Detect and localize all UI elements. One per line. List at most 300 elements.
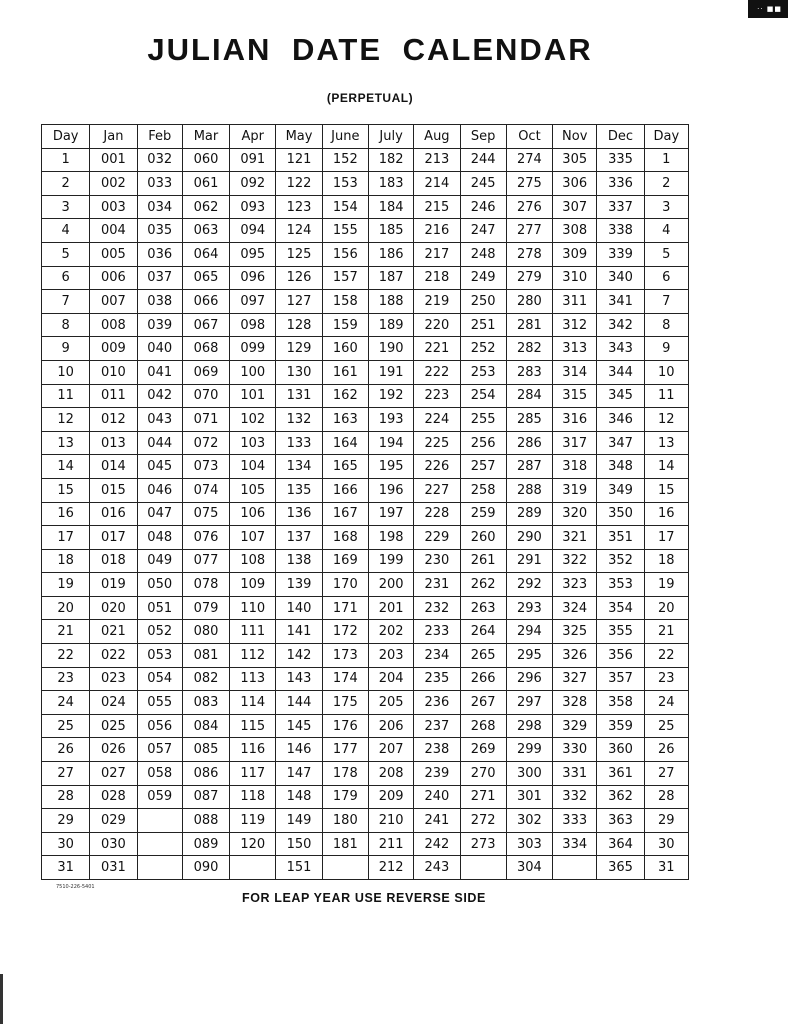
julian-date-cell: 282 [506,337,552,361]
day-cell: 16 [644,502,688,526]
julian-date-cell: 277 [506,219,552,243]
julian-date-cell: 028 [90,785,137,809]
julian-date-cell: 127 [276,290,322,314]
julian-date-cell: 166 [322,478,368,502]
julian-date-cell: 289 [506,502,552,526]
julian-date-cell: 301 [506,785,552,809]
julian-date-cell: 102 [230,408,276,432]
julian-date-cell: 063 [182,219,229,243]
julian-date-cell: 060 [182,148,229,172]
julian-date-cell: 081 [182,644,229,668]
julian-date-cell: 084 [182,714,229,738]
day-cell: 30 [644,832,688,856]
julian-date-cell: 264 [460,620,506,644]
julian-date-cell: 353 [597,573,644,597]
julian-date-cell: 318 [553,455,597,479]
column-header: July [368,125,413,149]
table-row [42,384,689,408]
table-row [42,691,689,715]
julian-date-cell: 195 [368,455,413,479]
julian-date-cell: 158 [322,290,368,314]
julian-date-cell: 049 [137,549,182,573]
julian-date-cell: 095 [230,242,276,266]
julian-date-cell: 230 [414,549,460,573]
julian-date-cell: 054 [137,667,182,691]
julian-date-cell: 260 [460,526,506,550]
table-row [42,856,689,880]
column-header: Day [42,125,90,149]
julian-date-cell: 326 [553,644,597,668]
julian-date-cell: 121 [276,148,322,172]
julian-date-cell: 173 [322,644,368,668]
julian-date-cell: 003 [90,195,137,219]
julian-date-cell: 328 [553,691,597,715]
julian-date-cell: 109 [230,573,276,597]
julian-date-cell: 209 [368,785,413,809]
julian-date-cell: 066 [182,290,229,314]
julian-date-cell: 292 [506,573,552,597]
julian-date-cell: 144 [276,691,322,715]
table-row [42,620,689,644]
julian-date-cell: 181 [322,832,368,856]
julian-date-cell: 319 [553,478,597,502]
julian-date-cell: 165 [322,455,368,479]
julian-date-cell: 018 [90,549,137,573]
day-cell: 11 [644,384,688,408]
julian-date-cell: 212 [368,856,413,880]
day-cell: 31 [644,856,688,880]
julian-date-cell: 154 [322,195,368,219]
julian-date-cell: 357 [597,667,644,691]
julian-date-cell [137,856,182,880]
table-row [42,360,689,384]
julian-date-cell: 178 [322,762,368,786]
julian-date-cell: 085 [182,738,229,762]
julian-date-cell: 235 [414,667,460,691]
day-cell: 27 [644,762,688,786]
julian-date-cell: 105 [230,478,276,502]
julian-date-cell: 163 [322,408,368,432]
julian-date-cell: 281 [506,313,552,337]
julian-date-cell [322,856,368,880]
day-cell: 14 [644,455,688,479]
julian-date-cell: 244 [460,148,506,172]
julian-date-cell: 184 [368,195,413,219]
julian-date-cell: 267 [460,691,506,715]
julian-date-cell: 040 [137,337,182,361]
julian-date-cell: 327 [553,667,597,691]
julian-date-cell: 268 [460,714,506,738]
julian-date-cell: 051 [137,596,182,620]
day-cell: 4 [644,219,688,243]
julian-date-cell: 198 [368,526,413,550]
julian-date-cell: 111 [230,620,276,644]
julian-date-cell: 012 [90,408,137,432]
julian-date-cell: 110 [230,596,276,620]
julian-date-cell: 248 [460,242,506,266]
julian-date-cell: 143 [276,667,322,691]
julian-date-cell: 308 [553,219,597,243]
julian-date-cell: 001 [90,148,137,172]
julian-date-cell: 044 [137,431,182,455]
day-cell: 9 [644,337,688,361]
day-cell: 25 [42,714,90,738]
julian-date-cell: 043 [137,408,182,432]
julian-date-cell: 071 [182,408,229,432]
julian-date-cell: 112 [230,644,276,668]
day-cell: 22 [42,644,90,668]
form-code: 7510-226-5401 [56,884,95,890]
julian-date-cell: 340 [597,266,644,290]
julian-date-cell: 271 [460,785,506,809]
julian-date-cell: 075 [182,502,229,526]
julian-date-cell: 346 [597,408,644,432]
julian-date-cell: 123 [276,195,322,219]
julian-date-cell: 336 [597,172,644,196]
julian-date-cell: 108 [230,549,276,573]
julian-date-cell: 167 [322,502,368,526]
julian-date-cell: 087 [182,785,229,809]
day-cell: 13 [644,431,688,455]
corner-scan-mark: ·· ■■ [748,0,788,18]
julian-date-cell: 298 [506,714,552,738]
julian-date-cell: 026 [90,738,137,762]
day-cell: 19 [644,573,688,597]
julian-date-cell: 115 [230,714,276,738]
julian-date-cell: 291 [506,549,552,573]
day-cell: 8 [644,313,688,337]
julian-date-cell: 276 [506,195,552,219]
julian-calendar-table [41,124,689,880]
table-row [42,408,689,432]
julian-date-cell: 309 [553,242,597,266]
julian-date-cell: 086 [182,762,229,786]
scan-edge-mark [0,974,3,1024]
julian-date-cell: 214 [414,172,460,196]
julian-date-cell: 168 [322,526,368,550]
julian-date-cell: 193 [368,408,413,432]
julian-date-cell: 283 [506,360,552,384]
julian-date-cell: 236 [414,691,460,715]
day-cell: 24 [644,691,688,715]
julian-date-cell: 199 [368,549,413,573]
table-row [42,832,689,856]
julian-date-cell: 217 [414,242,460,266]
day-cell: 22 [644,644,688,668]
julian-date-cell: 239 [414,762,460,786]
julian-date-cell [137,832,182,856]
julian-date-cell: 351 [597,526,644,550]
julian-date-cell: 242 [414,832,460,856]
julian-date-cell: 083 [182,691,229,715]
julian-date-cell: 169 [322,549,368,573]
table-row [42,785,689,809]
julian-date-cell: 274 [506,148,552,172]
table-row [42,478,689,502]
julian-date-cell: 323 [553,573,597,597]
julian-date-cell: 344 [597,360,644,384]
julian-date-cell: 101 [230,384,276,408]
julian-date-cell: 192 [368,384,413,408]
table-row [42,809,689,833]
julian-date-cell: 339 [597,242,644,266]
julian-date-cell: 002 [90,172,137,196]
julian-date-cell: 187 [368,266,413,290]
julian-date-cell: 203 [368,644,413,668]
julian-date-cell: 305 [553,148,597,172]
julian-date-cell: 194 [368,431,413,455]
table-row [42,573,689,597]
julian-date-cell: 315 [553,384,597,408]
julian-date-cell: 238 [414,738,460,762]
day-cell: 24 [42,691,90,715]
julian-date-cell: 068 [182,337,229,361]
day-cell: 7 [644,290,688,314]
julian-date-cell: 089 [182,832,229,856]
julian-date-cell: 338 [597,219,644,243]
julian-date-cell: 103 [230,431,276,455]
julian-date-cell: 307 [553,195,597,219]
day-cell: 31 [42,856,90,880]
day-cell: 15 [42,478,90,502]
julian-date-cell: 056 [137,714,182,738]
julian-date-cell: 133 [276,431,322,455]
julian-date-cell: 129 [276,337,322,361]
julian-date-cell: 322 [553,549,597,573]
julian-date-cell: 047 [137,502,182,526]
day-cell: 3 [42,195,90,219]
julian-date-cell: 288 [506,478,552,502]
julian-date-cell: 113 [230,667,276,691]
julian-date-cell: 273 [460,832,506,856]
julian-date-cell: 124 [276,219,322,243]
julian-date-cell: 019 [90,573,137,597]
julian-date-cell: 337 [597,195,644,219]
day-cell: 29 [644,809,688,833]
julian-date-cell: 080 [182,620,229,644]
julian-date-cell: 295 [506,644,552,668]
julian-date-cell: 082 [182,667,229,691]
day-cell: 23 [644,667,688,691]
julian-date-cell: 302 [506,809,552,833]
julian-date-cell: 032 [137,148,182,172]
julian-date-cell [230,856,276,880]
day-cell: 18 [42,549,90,573]
julian-date-cell: 150 [276,832,322,856]
table-row [42,195,689,219]
julian-date-cell: 135 [276,478,322,502]
julian-date-cell: 010 [90,360,137,384]
julian-date-cell: 015 [90,478,137,502]
day-cell: 10 [42,360,90,384]
julian-date-cell: 146 [276,738,322,762]
julian-date-cell: 039 [137,313,182,337]
julian-date-cell: 070 [182,384,229,408]
julian-date-cell: 224 [414,408,460,432]
julian-date-cell: 207 [368,738,413,762]
julian-date-cell: 333 [553,809,597,833]
julian-date-cell: 335 [597,148,644,172]
day-cell: 14 [42,455,90,479]
julian-date-cell: 191 [368,360,413,384]
julian-date-cell: 140 [276,596,322,620]
julian-date-cell: 091 [230,148,276,172]
julian-date-cell: 034 [137,195,182,219]
julian-date-cell: 215 [414,195,460,219]
julian-date-cell: 186 [368,242,413,266]
julian-date-cell: 352 [597,549,644,573]
julian-date-cell: 255 [460,408,506,432]
julian-date-cell: 358 [597,691,644,715]
julian-date-cell: 061 [182,172,229,196]
day-cell: 1 [644,148,688,172]
julian-date-cell: 259 [460,502,506,526]
julian-date-cell: 137 [276,526,322,550]
julian-date-cell: 208 [368,762,413,786]
julian-date-cell: 161 [322,360,368,384]
julian-date-cell: 041 [137,360,182,384]
day-cell: 1 [42,148,90,172]
julian-date-cell: 293 [506,596,552,620]
julian-date-cell: 116 [230,738,276,762]
julian-date-cell: 125 [276,242,322,266]
julian-date-cell: 313 [553,337,597,361]
julian-date-cell: 304 [506,856,552,880]
julian-date-cell: 299 [506,738,552,762]
julian-date-cell: 092 [230,172,276,196]
julian-date-cell: 171 [322,596,368,620]
julian-date-cell: 334 [553,832,597,856]
julian-date-cell: 213 [414,148,460,172]
julian-date-cell: 045 [137,455,182,479]
page-subtitle: (PERPETUAL) [326,91,414,105]
julian-date-cell: 311 [553,290,597,314]
day-cell: 3 [644,195,688,219]
julian-date-cell: 160 [322,337,368,361]
julian-date-cell: 345 [597,384,644,408]
julian-date-cell: 046 [137,478,182,502]
day-cell: 28 [42,785,90,809]
day-cell: 6 [644,266,688,290]
julian-date-cell: 290 [506,526,552,550]
julian-date-cell: 265 [460,644,506,668]
julian-date-cell: 306 [553,172,597,196]
day-cell: 19 [42,573,90,597]
julian-date-cell: 067 [182,313,229,337]
julian-date-cell: 037 [137,266,182,290]
julian-date-cell: 023 [90,667,137,691]
julian-date-cell: 118 [230,785,276,809]
julian-date-cell: 285 [506,408,552,432]
julian-date-cell: 073 [182,455,229,479]
julian-date-cell: 014 [90,455,137,479]
julian-date-cell: 216 [414,219,460,243]
julian-date-cell: 074 [182,478,229,502]
julian-date-cell: 107 [230,526,276,550]
julian-date-cell: 182 [368,148,413,172]
julian-date-cell: 201 [368,596,413,620]
day-cell: 9 [42,337,90,361]
julian-date-cell: 359 [597,714,644,738]
julian-date-cell: 196 [368,478,413,502]
page-title: JULIAN DATE CALENDAR [147,32,593,67]
julian-date-cell: 342 [597,313,644,337]
day-cell: 20 [42,596,90,620]
table-row [42,714,689,738]
julian-date-cell: 294 [506,620,552,644]
julian-date-cell: 157 [322,266,368,290]
julian-date-cell: 057 [137,738,182,762]
table-row [42,431,689,455]
column-header: Feb [137,125,182,149]
julian-date-cell: 052 [137,620,182,644]
julian-date-cell: 261 [460,549,506,573]
table-row [42,644,689,668]
julian-date-cell: 262 [460,573,506,597]
julian-date-cell: 059 [137,785,182,809]
footer-note: FOR LEAP YEAR USE REVERSE SIDE [242,891,486,905]
julian-date-cell: 312 [553,313,597,337]
julian-date-cell: 042 [137,384,182,408]
julian-date-cell: 350 [597,502,644,526]
julian-date-cell: 234 [414,644,460,668]
julian-date-cell: 033 [137,172,182,196]
column-header: June [322,125,368,149]
day-cell: 16 [42,502,90,526]
julian-date-cell: 058 [137,762,182,786]
day-cell: 11 [42,384,90,408]
julian-date-cell: 247 [460,219,506,243]
julian-date-cell: 126 [276,266,322,290]
julian-date-cell: 287 [506,455,552,479]
table-row [42,148,689,172]
julian-date-cell: 147 [276,762,322,786]
julian-date-cell: 031 [90,856,137,880]
table-row [42,290,689,314]
day-cell: 23 [42,667,90,691]
julian-date-cell: 221 [414,337,460,361]
julian-date-cell: 206 [368,714,413,738]
column-header: Day [644,125,688,149]
julian-date-cell: 253 [460,360,506,384]
day-cell: 6 [42,266,90,290]
julian-date-cell: 211 [368,832,413,856]
julian-date-cell: 256 [460,431,506,455]
column-header: Dec [597,125,644,149]
day-cell: 20 [644,596,688,620]
julian-date-cell: 190 [368,337,413,361]
julian-date-cell: 286 [506,431,552,455]
julian-date-cell: 076 [182,526,229,550]
day-cell: 25 [644,714,688,738]
julian-date-cell: 330 [553,738,597,762]
julian-date-cell: 251 [460,313,506,337]
column-header: Nov [553,125,597,149]
day-cell: 7 [42,290,90,314]
julian-date-cell: 174 [322,667,368,691]
julian-date-cell: 036 [137,242,182,266]
julian-date-cell: 022 [90,644,137,668]
julian-date-cell: 048 [137,526,182,550]
julian-date-cell: 006 [90,266,137,290]
julian-date-cell: 246 [460,195,506,219]
julian-date-cell: 218 [414,266,460,290]
julian-date-cell: 231 [414,573,460,597]
julian-date-cell: 280 [506,290,552,314]
julian-date-cell: 272 [460,809,506,833]
julian-date-cell: 131 [276,384,322,408]
julian-date-cell: 332 [553,785,597,809]
